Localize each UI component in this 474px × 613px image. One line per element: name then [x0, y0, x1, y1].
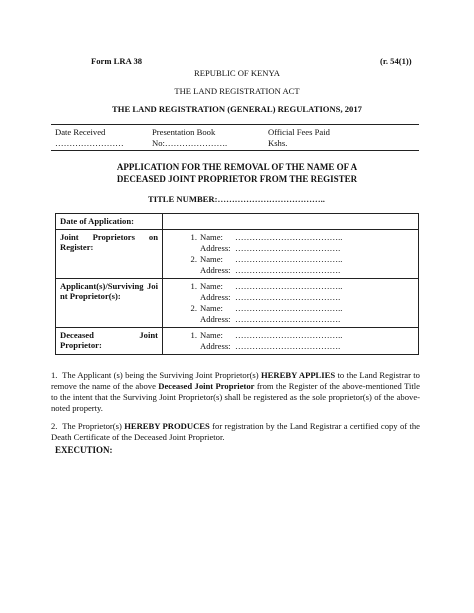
joint-proprietors-label: Joint Proprietors on Register: [56, 229, 163, 278]
date-of-application-label: Date of Application: [56, 214, 163, 230]
presentation-book-field[interactable]: No:…………………. [152, 138, 228, 148]
form-id: Form LRA 38 [91, 56, 143, 66]
execution-heading: EXECUTION: [55, 445, 113, 455]
deceased-proprietor-label: Deceased Joint Proprietor: [56, 327, 163, 354]
table-row [56, 278, 419, 327]
date-received-label: Date Received [55, 127, 106, 137]
paragraph-1: 1. The Applicant (s) being the Surviving Joint Proprietor(s) HEREBY APPLIES to the Land Registrar to remove the name of the above Deceased Joint Proprietor from the Register of the above-mentioned Title to the intent that the Surviving Joint Proprietor(s) shall be registered as the sole proprietor(s) of the above-noted property. [51, 370, 420, 413]
act-heading: THE LAND REGISTRATION ACT [174, 86, 300, 96]
table-row [56, 229, 419, 278]
application-title-line1: APPLICATION FOR THE REMOVAL OF THE NAME OF A [116, 162, 358, 172]
date-of-application-field[interactable] [163, 214, 419, 230]
date-received-field[interactable]: …………………… [55, 138, 124, 148]
table-row [56, 214, 419, 230]
receipt-rule [51, 150, 419, 151]
table-row [56, 327, 419, 354]
title-number-field[interactable]: TITLE NUMBER:……………………………….. [148, 194, 325, 204]
application-title-line2: DECEASED JOINT PROPRIETOR FROM THE REGISTER [116, 174, 358, 184]
paragraph-2: 2. The Proprietor(s) HEREBY PRODUCES for registration by the Land Registrar a certified copy of the Death Certificate of the Deceased Joint Proprietor. [51, 421, 420, 442]
application-table [55, 213, 419, 355]
joint-proprietors-field[interactable]: 1. Name: ……………………………….. Address: ………………………………. 2. Name: ……………………………….. Address: ………………………………. [163, 229, 419, 278]
rule-reference: (r. 54(1)) [380, 56, 412, 66]
official-fees-field[interactable]: Kshs. [268, 138, 288, 148]
presentation-book-label: Presentation Book [152, 127, 216, 137]
applicant-field[interactable]: 1. Name: ……………………………….. Address: ………………………………. 2. Name: ……………………………….. Address: ………………………………. [163, 278, 419, 327]
top-rule [51, 124, 419, 125]
applicant-label: Applicant(s)/Surviving Joint Proprietor(s): [56, 278, 163, 327]
official-fees-label: Official Fees Paid [268, 127, 330, 137]
regulations-heading: THE LAND REGISTRATION (GENERAL) REGULATIONS, 2017 [112, 104, 362, 114]
deceased-proprietor-field[interactable]: 1. Name: ……………………………….. Address: ………………………………. [163, 327, 419, 354]
republic-heading: REPUBLIC OF KENYA [194, 68, 280, 78]
